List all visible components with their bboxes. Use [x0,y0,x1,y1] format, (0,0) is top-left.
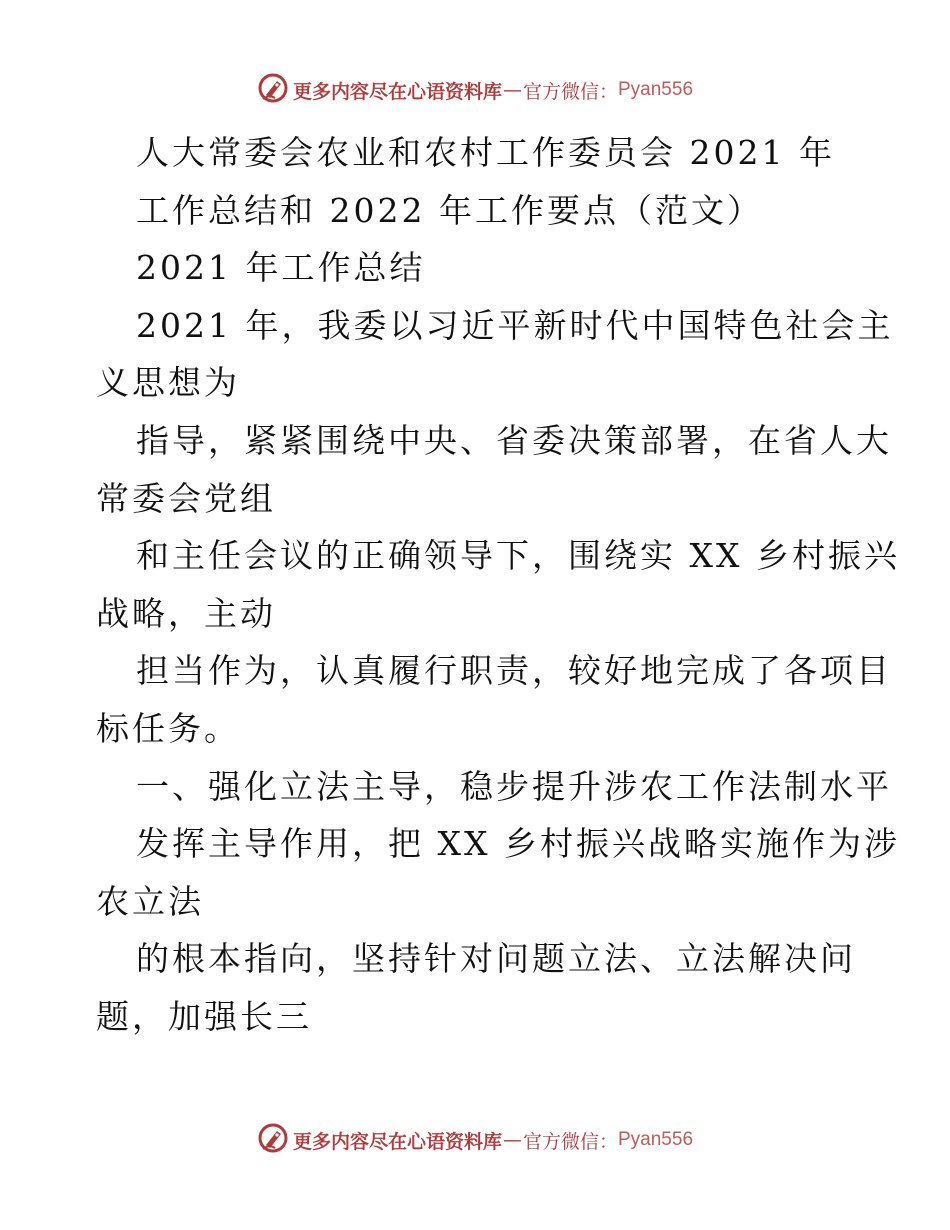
watermark-text: 更多内容尽在心语资料库 [292,80,502,103]
document-line: 义思想为 [96,363,240,403]
document-line: 人大常委会农业和农村工作委员会 2021 年 [136,133,835,172]
document-line: 2021 年，我委以习近平新时代中国特色社会主 [136,305,894,345]
document-line: 标任务。 [96,708,240,748]
document-body [96,124,900,1046]
document-line: 2021 年工作总结 [136,248,426,288]
document-line: 发挥主导作用，把 XX 乡村振兴战略实施作为涉 [136,824,900,864]
document-line: 一、强化立法主导，稳步提升涉农工作法制水平 [136,766,892,806]
watermark-text: 更多内容尽在心语资料库 [292,1130,502,1153]
header-watermark [0,72,950,108]
footer-watermark [0,1122,950,1158]
document-line: 农立法 [96,881,204,921]
document-line: 常委会党组 [96,478,276,518]
watermark-handle: Pyan556 [618,79,694,100]
document-line: 题，加强长三 [96,996,312,1036]
document-line: 的根本指向，坚持针对问题立法、立法解决问 [136,939,856,979]
pen-nib-logo-icon [257,72,289,104]
watermark-dash: — [502,1129,522,1151]
document-line: 工作总结和 2022 年工作要点（范文） [136,190,763,230]
document-line: 和主任会议的正确领导下，围绕实 XX 乡村振兴 [136,536,900,576]
watermark-official-label: 官方微信： [522,1130,618,1153]
watermark-handle: Pyan556 [618,1129,694,1150]
document-line: 担当作为，认真履行职责，较好地完成了各项目 [136,651,892,691]
document-line: 战略，主动 [96,593,276,633]
document-line: 指导，紧紧围绕中央、省委决策部署，在省人大 [136,420,892,460]
watermark-dash: — [502,79,522,101]
watermark-official-label: 官方微信： [522,80,618,103]
pen-nib-logo-icon [257,1122,289,1154]
